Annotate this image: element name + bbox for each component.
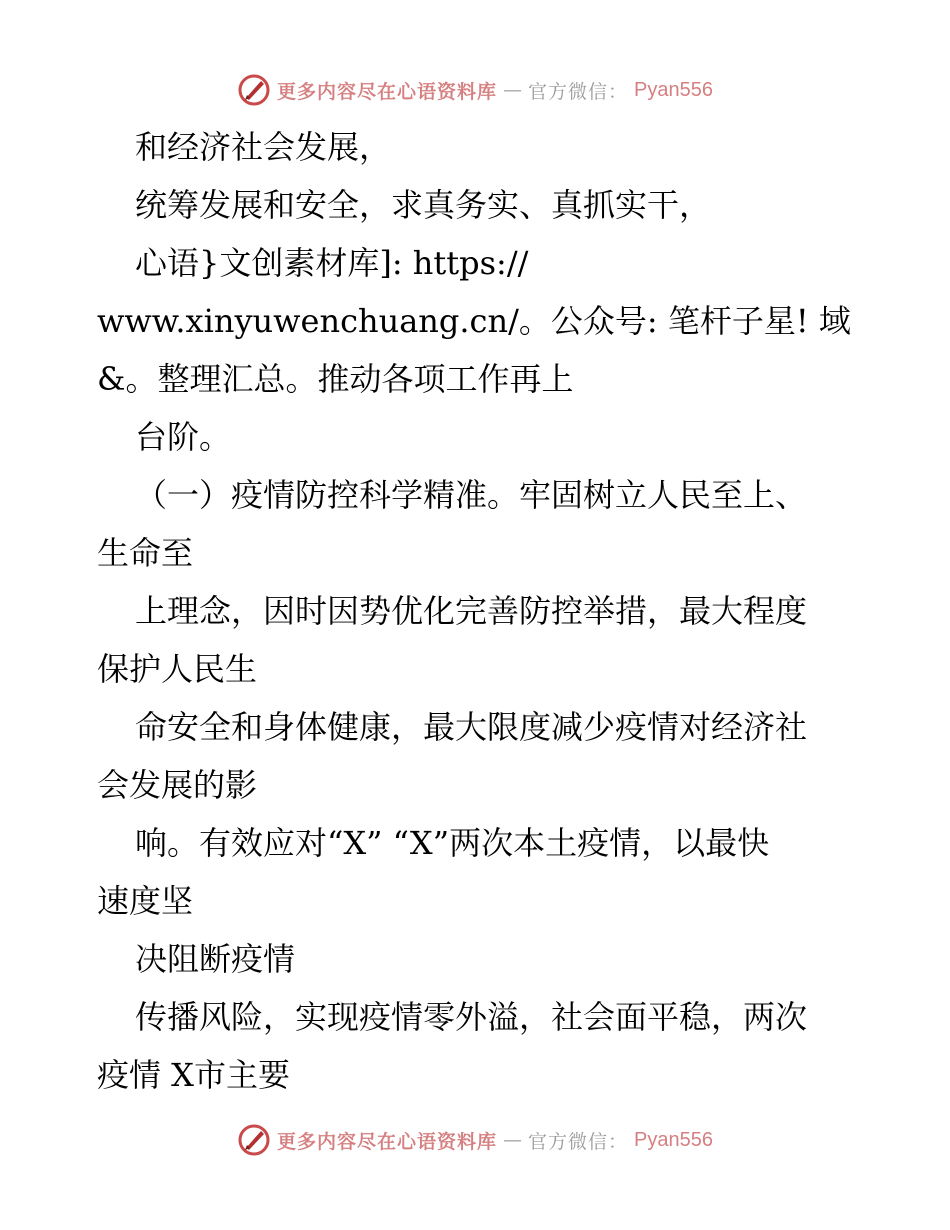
banner-wechat-label: 官方微信：	[528, 80, 629, 103]
text-line: 决阻断疫情	[135, 940, 296, 978]
text-line: 疫情 X市主要	[97, 1056, 290, 1094]
text-line: 传播风险，实现疫情零外溢，社会面平稳，两次	[135, 998, 808, 1036]
footer-banner	[0, 1120, 950, 1160]
banner-separator: —	[503, 79, 523, 101]
text-line: 上理念，因时因势优化完善防控举措，最大程度	[135, 592, 808, 630]
text-line: www.xinyuwenchuang.cn/。公众号: 笔杆子星! 域	[97, 302, 851, 340]
text-line: 和经济社会发展，	[135, 128, 392, 166]
text-line: 速度坚	[97, 882, 194, 920]
quill-pen-logo-icon	[237, 1123, 271, 1157]
banner-wechat-id: Pyan556	[634, 1128, 713, 1151]
banner-wechat-label: 官方微信：	[528, 1130, 629, 1153]
header-banner	[0, 70, 950, 110]
text-line: 会发展的影	[97, 766, 258, 804]
banner-slogan: 更多内容尽在心语资料库	[277, 80, 498, 103]
quill-pen-logo-icon	[237, 73, 271, 107]
text-line: 生命至	[97, 534, 194, 572]
text-line: （一）疫情防控科学精准。牢固树立人民至上、	[135, 476, 808, 514]
text-line: 响。有效应对“X” “X”两次本土疫情，以最快	[135, 824, 770, 862]
text-line: 保护人民生	[97, 650, 258, 688]
banner-separator: —	[503, 1129, 523, 1151]
text-line: 心语}文创素材库]: https://	[135, 244, 529, 282]
banner-slogan: 更多内容尽在心语资料库	[277, 1130, 498, 1153]
text-line: &。整理汇总。推动各项工作再上	[97, 360, 574, 398]
text-line: 命安全和身体健康，最大限度减少疫情对经济社	[135, 708, 808, 746]
document-body	[97, 118, 857, 1104]
text-line: 统筹发展和安全，求真务实、真抓实干，	[135, 186, 712, 224]
banner-wechat-id: Pyan556	[634, 78, 713, 101]
text-line: 台阶。	[135, 418, 232, 456]
